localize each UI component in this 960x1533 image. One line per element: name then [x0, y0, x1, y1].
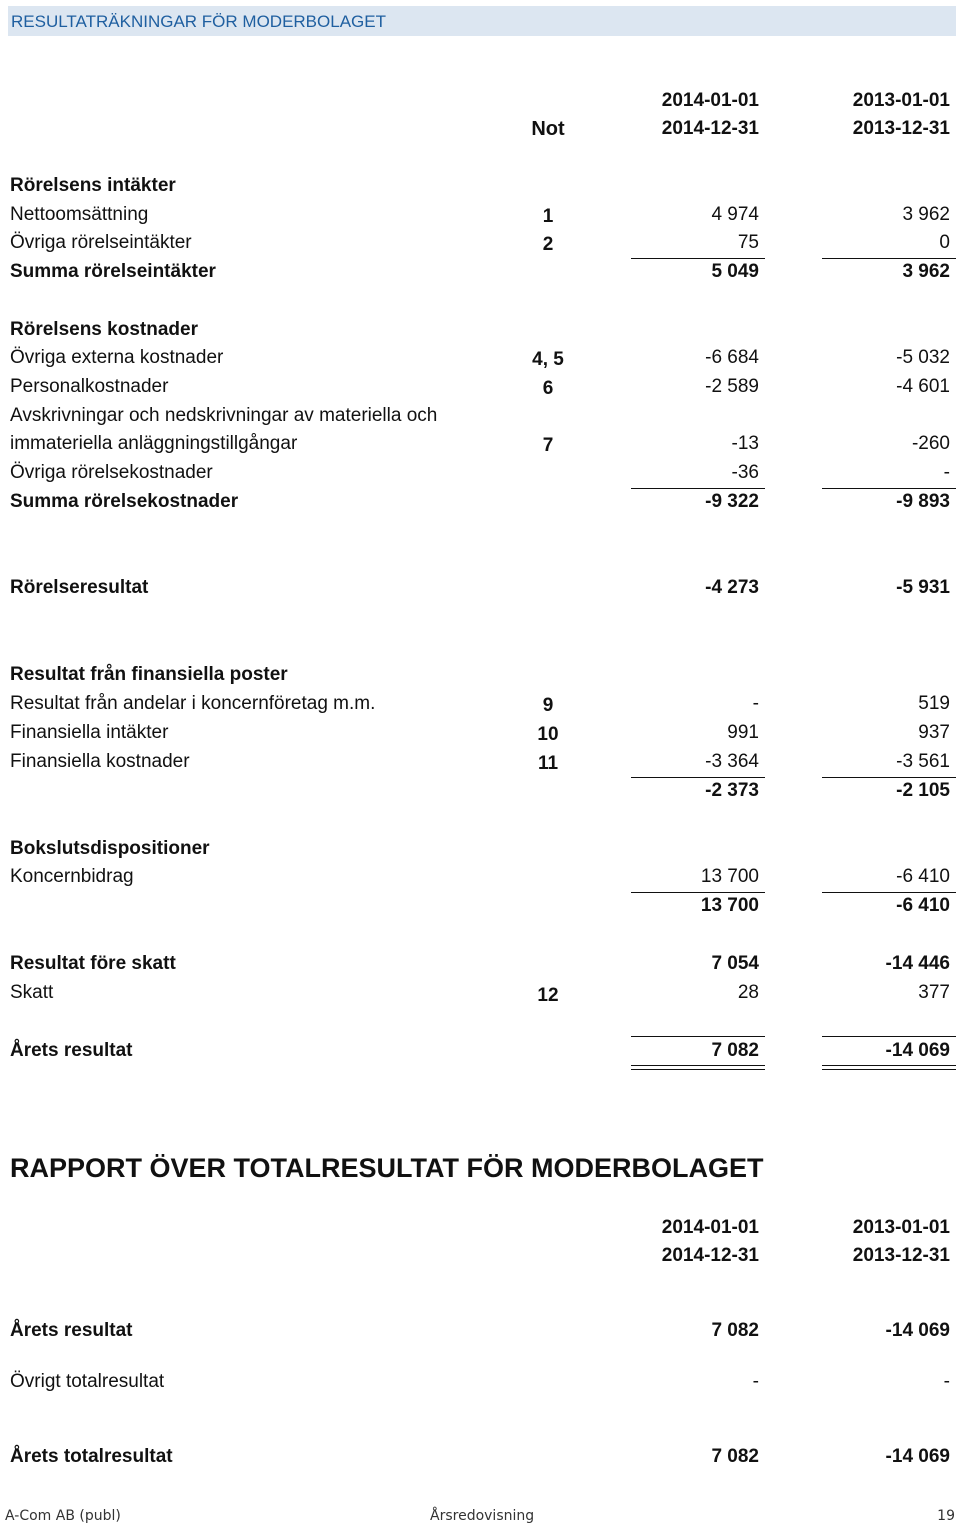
row-label: Koncernbidrag	[10, 866, 134, 887]
row-value-2014: -36	[731, 462, 759, 483]
row-value-2013: 3 962	[902, 261, 950, 282]
table-row	[0, 780, 960, 808]
table-row	[0, 433, 960, 461]
header-row-to	[0, 118, 960, 146]
note-header: Not	[531, 118, 565, 140]
row-value-2014: -2 589	[705, 376, 759, 397]
row-value-2014: -3 364	[705, 751, 759, 772]
row-value-2013: -9 893	[896, 491, 950, 512]
table-row	[0, 895, 960, 923]
row-label: Övriga rörelseintäkter	[10, 232, 192, 253]
row-value-2013: 3 962	[902, 204, 950, 225]
section-heading	[0, 838, 960, 866]
row-label: Övriga externa kostnader	[10, 347, 224, 368]
period2-to: 2013-12-31	[852, 118, 950, 139]
row-label: Årets totalresultat	[10, 1446, 173, 1467]
row-label: Övriga rörelsekostnader	[10, 462, 213, 483]
row-value-2013: -2 105	[896, 780, 950, 801]
row-label: immateriella anläggningstillgångar	[10, 433, 298, 454]
section-banner	[8, 6, 956, 36]
row-label: Summa rörelsekostnader	[10, 491, 239, 512]
table-row	[0, 1040, 960, 1068]
sum-rule	[822, 892, 956, 893]
row-label: Summa rörelseintäkter	[10, 261, 216, 282]
period1-to: 2014-12-31	[661, 1245, 759, 1266]
period1-to: 2014-12-31	[661, 118, 759, 139]
table-row	[0, 751, 960, 779]
row-note: 4, 5	[532, 349, 564, 370]
section-label: Bokslutsdispositioner	[10, 838, 210, 859]
row-label: Resultat före skatt	[10, 953, 176, 974]
row-value-2013: -	[943, 1371, 950, 1392]
table-row	[0, 1446, 960, 1474]
row-value-2014: -13	[731, 433, 759, 454]
row-label: Finansiella kostnader	[10, 751, 190, 772]
table-row	[0, 347, 960, 375]
table-row	[0, 491, 960, 519]
row-value-2014: 7 082	[711, 1320, 759, 1341]
row-label: Resultat från andelar i koncernföretag m.m.	[10, 693, 376, 714]
section-heading	[0, 319, 960, 347]
row-label: Skatt	[10, 982, 54, 1003]
sum-rule	[822, 1036, 956, 1037]
row-value-2013: -5 931	[896, 577, 950, 598]
row-label: Avskrivningar och nedskrivningar av materiella och	[10, 405, 438, 426]
section-heading	[0, 175, 960, 203]
row-label: Årets resultat	[10, 1320, 133, 1341]
sum-rule	[631, 1036, 765, 1037]
table-row	[0, 376, 960, 404]
footer-company: A-Com AB (publ)	[5, 1508, 121, 1524]
table-row	[0, 693, 960, 721]
row-value-2013: -14 069	[885, 1320, 950, 1341]
sum-rule	[631, 892, 765, 893]
row-label: Övrigt totalresultat	[10, 1371, 165, 1392]
section-label: Resultat från finansiella poster	[10, 664, 288, 685]
row-value-2013: -6 410	[896, 866, 950, 887]
row-value-2014: -	[752, 693, 759, 714]
row-value-2013: -3 561	[896, 751, 950, 772]
row-value-2014: 75	[737, 232, 759, 253]
table-row	[0, 232, 960, 260]
period1-from: 2014-01-01	[661, 1217, 759, 1238]
table-row	[0, 405, 960, 433]
sum-rule	[822, 258, 956, 259]
row-value-2014: -4 273	[705, 577, 759, 598]
row-note: 1	[542, 206, 554, 227]
footer-document: Årsredovisning	[430, 1508, 535, 1524]
row-label: Personalkostnader	[10, 376, 169, 397]
table-row	[0, 261, 960, 289]
row-value-2013: 937	[918, 722, 950, 743]
sum-rule	[822, 777, 956, 778]
header-row-from	[0, 90, 960, 118]
section-label: Rörelsens intäkter	[10, 175, 176, 196]
period1-from: 2014-01-01	[661, 90, 759, 111]
row-value-2014: -2 373	[705, 780, 759, 801]
row-note: 7	[542, 435, 554, 456]
row-value-2013: -14 069	[885, 1040, 950, 1061]
sum-rule	[631, 777, 765, 778]
period2-from: 2013-01-01	[852, 90, 950, 111]
row-value-2013: -260	[911, 433, 950, 454]
row-value-2014: -9 322	[705, 491, 759, 512]
row-value-2013: -14 446	[885, 953, 950, 974]
table-row	[0, 866, 960, 894]
row-note: 2	[542, 234, 554, 255]
row-value-2014: 991	[727, 722, 759, 743]
row-value-2014: -	[752, 1371, 759, 1392]
banner-title: RESULTATRÄKNINGAR FÖR MODERBOLAGET	[11, 12, 386, 31]
row-value-2013: -14 069	[885, 1446, 950, 1467]
row-value-2014: 13 700	[700, 866, 759, 887]
row-value-2014: 28	[737, 982, 759, 1003]
sum-rule	[631, 258, 765, 259]
row-note: 6	[542, 378, 554, 399]
table-row	[0, 1371, 960, 1399]
page-title: RAPPORT ÖVER TOTALRESULTAT FÖR MODERBOLAGET	[10, 1153, 764, 1183]
row-label: Rörelseresultat	[10, 577, 149, 598]
table-row	[0, 982, 960, 1010]
sum-rule	[631, 488, 765, 489]
row-value-2014: 13 700	[700, 895, 759, 916]
row-value-2013: 377	[918, 982, 950, 1003]
row-note: 12	[537, 985, 559, 1006]
row-label: Nettoomsättning	[10, 204, 149, 225]
row-value-2014: 7 082	[711, 1040, 759, 1061]
row-value-2014: 4 974	[711, 204, 759, 225]
double-rule	[822, 1065, 956, 1070]
footer-page-number: 19	[937, 1508, 955, 1524]
row-value-2013: -4 601	[896, 376, 950, 397]
row-label: Finansiella intäkter	[10, 722, 169, 743]
double-rule	[631, 1065, 765, 1070]
table-row	[0, 577, 960, 605]
row-value-2014: 7 082	[711, 1446, 759, 1467]
section-heading	[0, 664, 960, 692]
row-note: 11	[537, 753, 559, 774]
table-row	[0, 1320, 960, 1348]
row-value-2013: 0	[939, 232, 950, 253]
sum-rule	[822, 488, 956, 489]
row-label: Årets resultat	[10, 1040, 133, 1061]
row-value-2013: 519	[918, 693, 950, 714]
row-note: 10	[537, 724, 559, 745]
row-value-2014: 7 054	[711, 953, 759, 974]
section-label: Rörelsens kostnader	[10, 319, 198, 340]
table-row	[0, 722, 960, 750]
row-value-2013: -	[943, 462, 950, 483]
header-row-to	[0, 1245, 960, 1273]
row-value-2013: -5 032	[896, 347, 950, 368]
row-value-2014: -6 684	[705, 347, 759, 368]
row-value-2013: -6 410	[896, 895, 950, 916]
row-note: 9	[542, 695, 554, 716]
table-row	[0, 462, 960, 490]
table-row	[0, 953, 960, 981]
table-row	[0, 204, 960, 232]
period2-to: 2013-12-31	[852, 1245, 950, 1266]
row-value-2014: 5 049	[711, 261, 759, 282]
period2-from: 2013-01-01	[852, 1217, 950, 1238]
header-row-from	[0, 1217, 960, 1245]
